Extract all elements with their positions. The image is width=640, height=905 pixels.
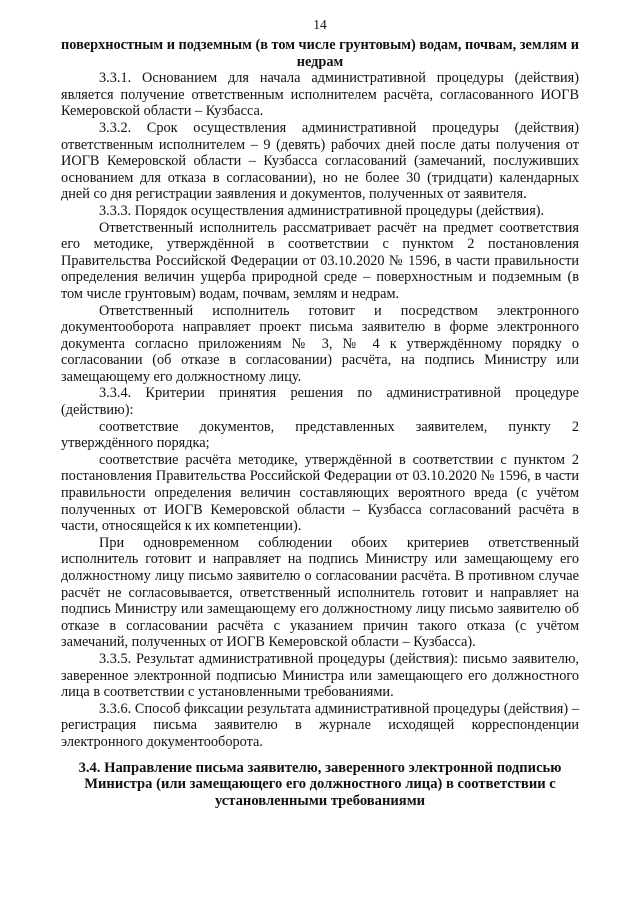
paragraph-3-3-1: 3.3.1. Основанием для начала административной процедуры (действия) является получение ответственным исполнителем расчёта, согласованного ИОГВ Кемеровской области – Кузбасса.: [61, 70, 579, 120]
paragraph-3-3-4: 3.3.4. Критерии принятия решения по административной процедуре (действию):: [61, 385, 579, 419]
paragraph-3-3-5: 3.3.5. Результат административной процедуры (действия): письмо заявителю, заверенное электронной подписью Министра или замещающего его должностного лица в соответствии с установленными требованиями.: [61, 650, 579, 701]
paragraph-criterion-1: соответствие документов, представленных заявителем, пункту 2 утверждённого порядка;: [61, 418, 579, 452]
paragraph-criterion-2: соответствие расчёта методике, утверждённой в соответствии с пунктом 2 постановления Правительства Российской Федерации от 03.10.2020 № 1596, в части правильности определения величин составляющих вероятного вреда (с учётом полученных от ИОГВ Кемеровской области – Кузбасса согласований расчёта в части, относящейся к их компетенции).: [61, 451, 579, 535]
document-body: [61, 37, 579, 810]
paragraph-3-3-2: 3.3.2. Срок осуществления административной процедуры (действия) ответственным исполнителем – 9 (девять) рабочих дней после даты получения от ИОГВ Кемеровской области – Кузбасса согласований (замечаний, послуживших основанием для отказа в согласовании), но не более 30 (тридцати) календарных дней со дня регистрации заявления и документов, полученных от заявителя.: [61, 119, 579, 203]
paragraph-draft-letter: Ответственный исполнитель готовит и посредством электронного документооборота направляет проект письма заявителю в форме электронного документа согласно приложениям № 3, № 4 к утверждённому порядку о согласовании (об отказе в согласовании) расчёта, на подпись Министру или замещающему его должностному лицу.: [61, 302, 579, 385]
section-heading-3-4: 3.4. Направление письма заявителю, заверенного электронной подписью Министра (или замещающего его должностного лица) в соответствии с установленными требованиями: [78, 759, 562, 810]
paragraph-3-3-6: 3.3.6. Способ фиксации результата административной процедуры (действия) – регистрация письма заявителю в журнале исходящей корреспонденции электронного документооборота.: [61, 700, 579, 750]
subsection-heading-continuation: поверхностным и подземным (в том числе грунтовым) водам, почвам, землям и недрам: [61, 37, 579, 70]
paragraph-3-3-3: 3.3.3. Порядок осуществления административной процедуры (действия).: [99, 202, 545, 219]
paragraph-decision: При одновременном соблюдении обоих критериев ответственный исполнитель готовит и направляет на подпись Министру или замещающему его должностному лицу письмо заявителю о согласовании расчёта. В противном случае расчёт не согласовывается, ответственный исполнитель готовит и направляет на подпись Министру или замещающему его должностному лицу письмо заявителю об отказе в согласовании расчёта с указанием причин такого отказа (с учётом замечаний, полученных от ИОГВ Кемеровской области – Кузбасса).: [61, 534, 579, 651]
page-number: 14: [313, 17, 327, 32]
paragraph-review: Ответственный исполнитель рассматривает расчёт на предмет соответствия его методике, утверждённой в соответствии с пунктом 2 постановления Правительства Российской Федерации от 03.10.2020 № 1596, в части правильности определения величин ущерба природной среде – поверхностным и подземным (в том числе грунтовым) водам, почвам, землям и недрам.: [61, 219, 579, 302]
